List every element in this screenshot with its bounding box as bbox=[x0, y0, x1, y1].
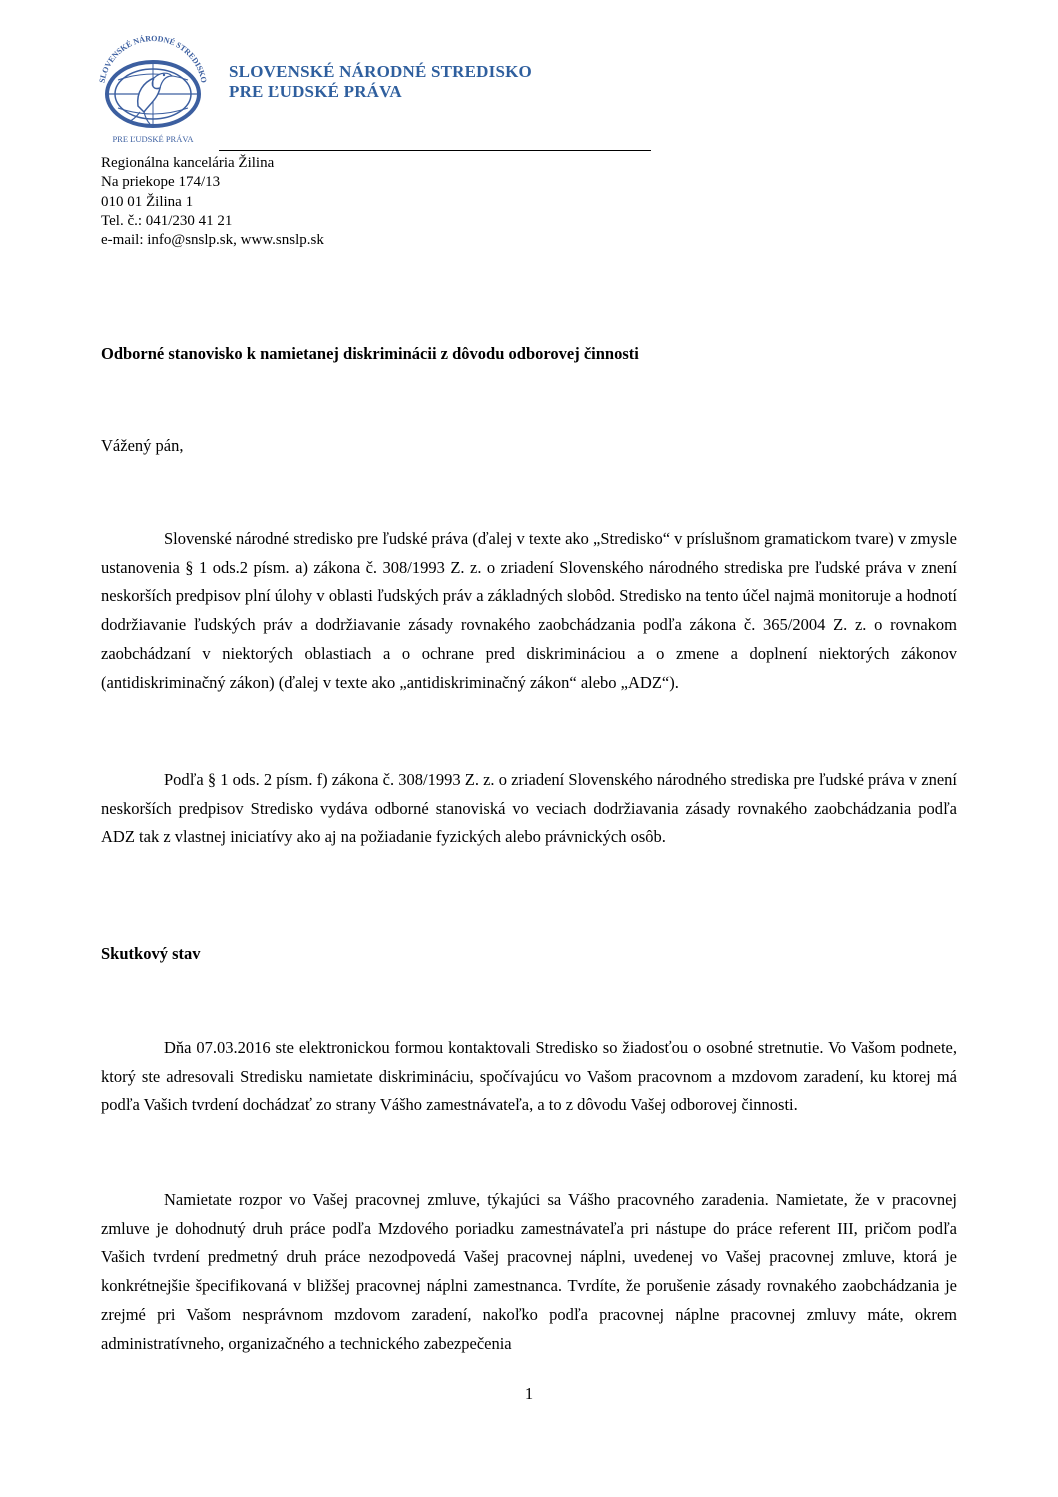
address-block bbox=[101, 154, 324, 250]
address-city: 010 01 Žilina 1 bbox=[101, 193, 194, 210]
organization-name-line1: SLOVENSKÉ NÁRODNÉ STREDISKO bbox=[229, 62, 532, 81]
paragraph-facts-1: Dňa 07.03.2016 ste elektronickou formou kontaktovali Stredisko so žiadosťou o osobné stretnutie. Vo Vašom podnete, ktorý ste adresovali Stredisku namietate diskrimináciu, spočívajúcu vo Vašom pracovnom a mzdovom zaradení, ku ktorej má podľa Vašich tvrdení dochádzať zo strany Vášho zamestnávateľa, a to z dôvodu Vašej odborovej činnosti. bbox=[101, 1038, 957, 1115]
address-phone: Tel. č.: 041/230 41 21 bbox=[101, 212, 233, 229]
address-street: Na priekope 174/13 bbox=[101, 174, 221, 191]
salutation: Vážený pán, bbox=[101, 436, 184, 455]
section-heading-facts: Skutkový stav bbox=[101, 944, 201, 963]
header-divider bbox=[219, 150, 651, 151]
letter-subject: Odborné stanovisko k namietanej diskriminácii z dôvodu odborovej činnosti bbox=[101, 344, 639, 363]
paragraph-facts-2: Namietate rozpor vo Vašej pracovnej zmluve, týkajúci sa Vášho pracovného zaradenia. Namietate, že v pracovnej zmluve je dohodnutý druh práce podľa Mzdového poriadku zamestnávateľa pri nástupe do práce referent III, pričom podľa Vašich tvrdení predmetný druh práce nezodpovedá Vašej pracovnej náplni, uvedenej vo Vašej pracovnej zmluve, ktorá je konkrétnejšie špecifikovaná v bližšej pracovnej náplni zamestnanca. Tvrdíte, že porušenie zásady rovnakého zaobchádzania je zrejmé pri Vašom nesprávnom mzdovom zaradení, nakoľko podľa pracovnej náplne pracovnej zmluvy máte, okrem administratívneho, organizačného a technického zabezpečenia bbox=[101, 1190, 957, 1353]
page-number: 1 bbox=[524, 1384, 534, 1403]
address-office: Regionálna kancelária Žilina bbox=[101, 155, 275, 171]
snslp-seal-logo-icon bbox=[88, 28, 218, 146]
organization-name-line2: PRE ĽUDSKÉ PRÁVA bbox=[229, 82, 402, 101]
logo-bottom-text: PRE ĽUDSKÉ PRÁVA bbox=[112, 134, 194, 144]
paragraph-intro-1: Slovenské národné stredisko pre ľudské práva (ďalej v texte ako „Stredisko“ v príslušnom gramatickom tvare) v zmysle ustanovenia § 1 ods.2 písm. a) zákona č. 308/1993 Z. z. o zriadení Slovenského národného strediska pre ľudské práva v znení neskorších predpisov plní úlohy v oblasti ľudských práv a základných slobôd. Stredisko na tento účel najmä monitoruje a hodnotí dodržiavanie ľudských práv a dodržiavanie zásady rovnakého zaobchádzania podľa zákona č. 365/2004 Z. z. o rovnakom zaobchádzaní v niektorých oblastiach a o ochrane pred diskrimináciou a o zmene a doplnení niektorých zákonov (antidiskriminačný zákon) (ďalej v texte ako „antidiskriminačný zákon“ alebo „ADZ“). bbox=[101, 529, 957, 692]
logo-arc-text: SLOVENSKÉ NÁRODNÉ STREDISKO bbox=[97, 33, 209, 84]
address-email: e-mail: info@snslp.sk, www.snslp.sk bbox=[101, 232, 324, 249]
organization-name bbox=[229, 62, 532, 102]
paragraph-intro-2: Podľa § 1 ods. 2 písm. f) zákona č. 308/1993 Z. z. o zriadení Slovenského národného strediska pre ľudské práva v znení neskorších predpisov Stredisko vydáva odborné stanoviská vo veciach dodržiavania zásady rovnakého zaobchádzania podľa ADZ tak z vlastnej iniciatívy ako aj na požiadanie fyzických alebo právnických osôb. bbox=[101, 770, 957, 847]
